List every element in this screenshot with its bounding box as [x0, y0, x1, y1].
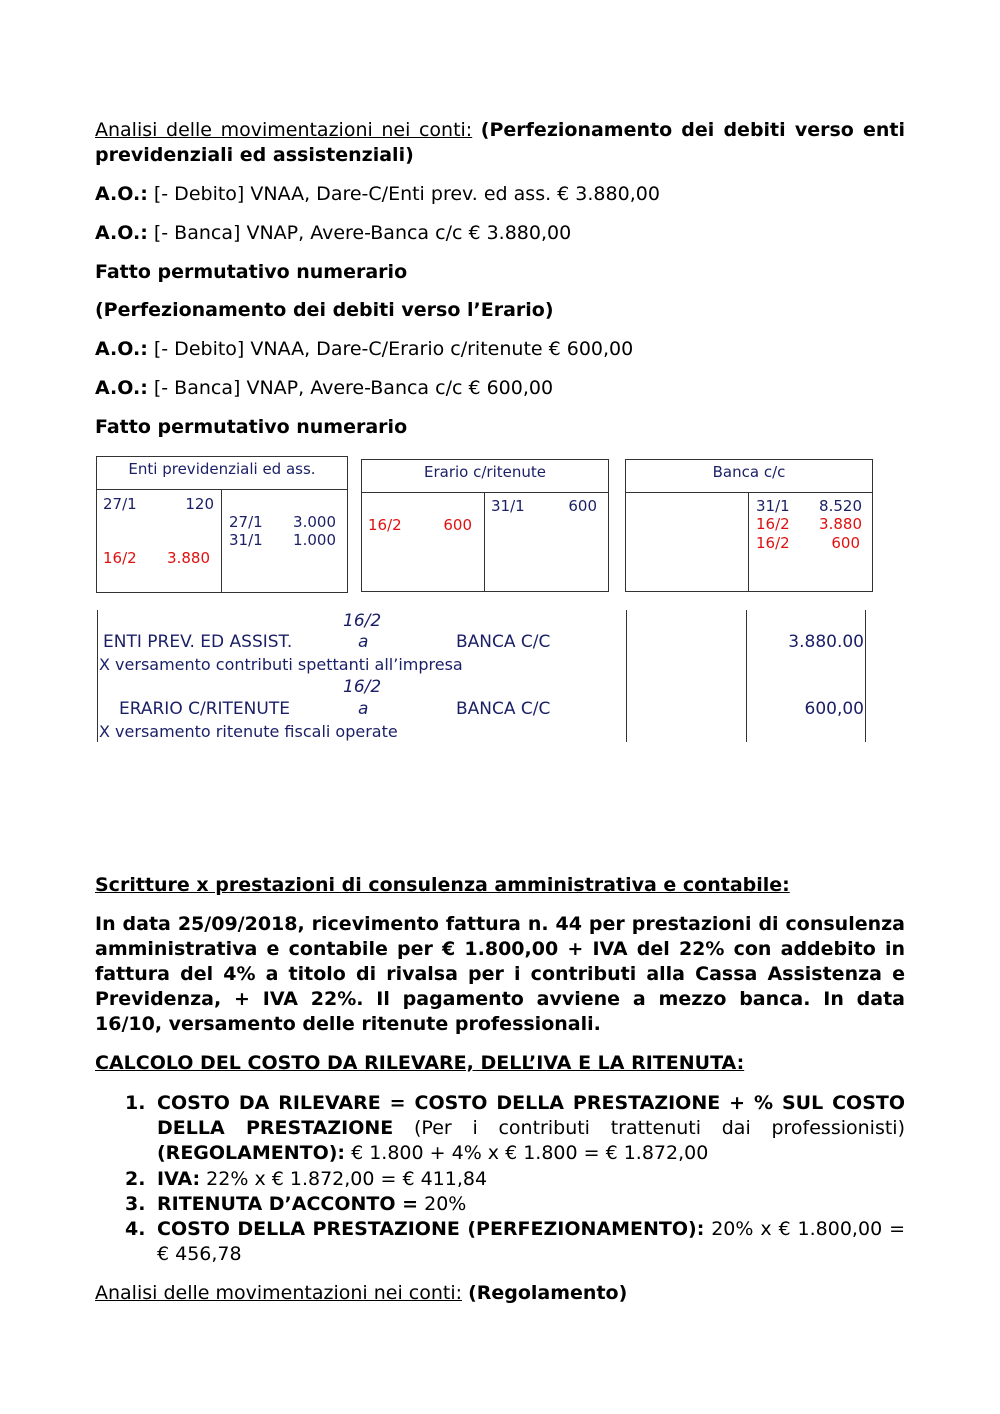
list-text [157, 1217, 905, 1267]
journal-date: 16/2 [343, 677, 382, 697]
ao-label: A.O.: [95, 377, 148, 399]
journal-amount: 3.880.00 [788, 632, 864, 652]
journal-credit-account: BANCA C/C [456, 632, 551, 652]
entry-date: 16/2 [756, 515, 790, 533]
list-number: 2. [125, 1168, 146, 1190]
entry-date: 16/2 [756, 534, 790, 552]
journal-line-left [97, 610, 98, 742]
list-bold: COSTO DA RILEVARE = COSTO DELLA PRESTAZIONE + % SUL COSTO DELLA PRESTAZIONE [157, 1092, 905, 1139]
journal-date: 16/2 [343, 611, 382, 631]
journal-debit-account: ENTI PREV. ED ASSIST. [103, 632, 293, 652]
calc-heading: CALCOLO DEL COSTO DA RILEVARE, DELL’IVA E LA RITENUTA: [95, 1052, 745, 1074]
list-bold: RITENUTA D’ACCONTO = [157, 1193, 419, 1215]
heading-bold: (Perfezionamento dei debiti verso enti previdenziali ed assistenziali) [95, 119, 905, 166]
journal-line-mid [626, 610, 627, 742]
list-normal: € 1.800 + 4% x € 1.800 = € 1.872,00 [345, 1142, 709, 1164]
entry-amount: 3.000 [293, 513, 336, 531]
section-heading-1 [95, 118, 905, 168]
ao-text: [- Debito] VNAA, Dare-C/Erario c/ritenute € 600,00 [153, 338, 634, 360]
t-account-vline [484, 492, 485, 591]
journal-amount: 600,00 [804, 699, 864, 719]
section-heading-2: Scritture x prestazioni di consulenza amministrativa e contabile: [95, 874, 790, 896]
footer-heading [95, 1281, 905, 1306]
list-text [157, 1167, 905, 1192]
journal-description: X versamento contributi spettanti all’impresa [99, 655, 463, 674]
list-bold: (REGOLAMENTO): [157, 1142, 346, 1164]
t-account-vline [221, 489, 222, 593]
entry-amount: 8.520 [819, 497, 862, 515]
journal-a: a [358, 632, 369, 652]
t-account-title: Banca c/c [712, 463, 786, 481]
list-normal: 22% x € 1.872,00 = € 411,84 [200, 1168, 488, 1190]
ao-label: A.O.: [95, 338, 148, 360]
fact-line-2: Fatto permutativo numerario [95, 416, 408, 438]
ao-line-3 [95, 337, 905, 362]
entry-date: 31/1 [756, 497, 790, 515]
entry-date: 16/2 [368, 516, 402, 534]
list-normal: 20% x € 1.800,00 = € 456,78 [157, 1218, 905, 1265]
journal-credit-account: BANCA C/C [456, 699, 551, 719]
list-bold: IVA: [157, 1168, 201, 1190]
list-number: 3. [125, 1193, 146, 1215]
entry-date: 31/1 [491, 497, 525, 515]
ao-text: [- Banca] VNAP, Avere-Banca c/c € 600,00 [153, 377, 554, 399]
footer-underlined: Analisi delle movimentazioni nei conti: [95, 1282, 463, 1304]
entry-date: 27/1 [229, 513, 263, 531]
t-account-title: Enti previdenziali ed ass. [128, 460, 316, 478]
entry-date: 16/2 [103, 549, 137, 567]
journal-debit-account: ERARIO C/RITENUTE [119, 699, 290, 719]
heading-underlined: Analisi delle movimentazioni nei conti: [95, 119, 473, 141]
entry-amount: 600 [443, 516, 472, 534]
journal-description: X versamento ritenute fiscali operate [99, 722, 398, 741]
footer-bold: (Regolamento) [468, 1282, 628, 1304]
journal-a: a [358, 699, 369, 719]
ao-line-2 [95, 221, 905, 246]
case-paragraph: In data 25/09/2018, ricevimento fattura n. 44 per prestazioni di consulenza amministrativa e contabile per € 1.800,00 + IVA del 22% con addebito in fattura del 4% a titolo di rivalsa per i contributi alla Cassa Assistenza e Previdenza, + IVA 22%. Il pagamento avviene a mezzo banca. In data 16/10, versamento delle ritenute professionali. [95, 913, 905, 1035]
entry-amount: 120 [185, 495, 214, 513]
list-text [157, 1192, 905, 1217]
ao-label: A.O.: [95, 183, 148, 205]
journal-line-right2 [865, 610, 866, 742]
ao-text: [- Banca] VNAP, Avere-Banca c/c € 3.880,00 [153, 222, 572, 244]
entry-amount: 1.000 [293, 531, 336, 549]
ao-line-4 [95, 376, 905, 401]
list-normal: 20% [418, 1193, 467, 1215]
list-bold: COSTO DELLA PRESTAZIONE (PERFEZIONAMENTO): [157, 1218, 705, 1240]
entry-amount: 600 [831, 534, 860, 552]
ao-label: A.O.: [95, 222, 148, 244]
list-item [125, 1091, 905, 1167]
t-account-divider [361, 492, 609, 493]
t-account-divider [96, 489, 348, 490]
journal-line-right1 [746, 610, 747, 742]
entry-date: 31/1 [229, 531, 263, 549]
ao-text: [- Debito] VNAA, Dare-C/Enti prev. ed ass. € 3.880,00 [153, 183, 660, 205]
t-account-divider [625, 492, 873, 493]
list-text [157, 1091, 905, 1166]
entry-date: 27/1 [103, 495, 137, 513]
ao-line-1 [95, 182, 905, 207]
entry-amount: 3.880 [167, 549, 210, 567]
list-normal: (Per i contributi trattenuti dai professionisti) [393, 1117, 905, 1139]
heading-erario: (Perfezionamento dei debiti verso l’Erario) [95, 299, 554, 321]
t-account-title: Erario c/ritenute [424, 463, 546, 481]
entry-amount: 600 [568, 497, 597, 515]
fact-line-1: Fatto permutativo numerario [95, 261, 408, 283]
list-number: 1. [125, 1092, 146, 1114]
list-number: 4. [125, 1218, 146, 1240]
t-account-vline [748, 492, 749, 591]
entry-amount: 3.880 [819, 515, 862, 533]
